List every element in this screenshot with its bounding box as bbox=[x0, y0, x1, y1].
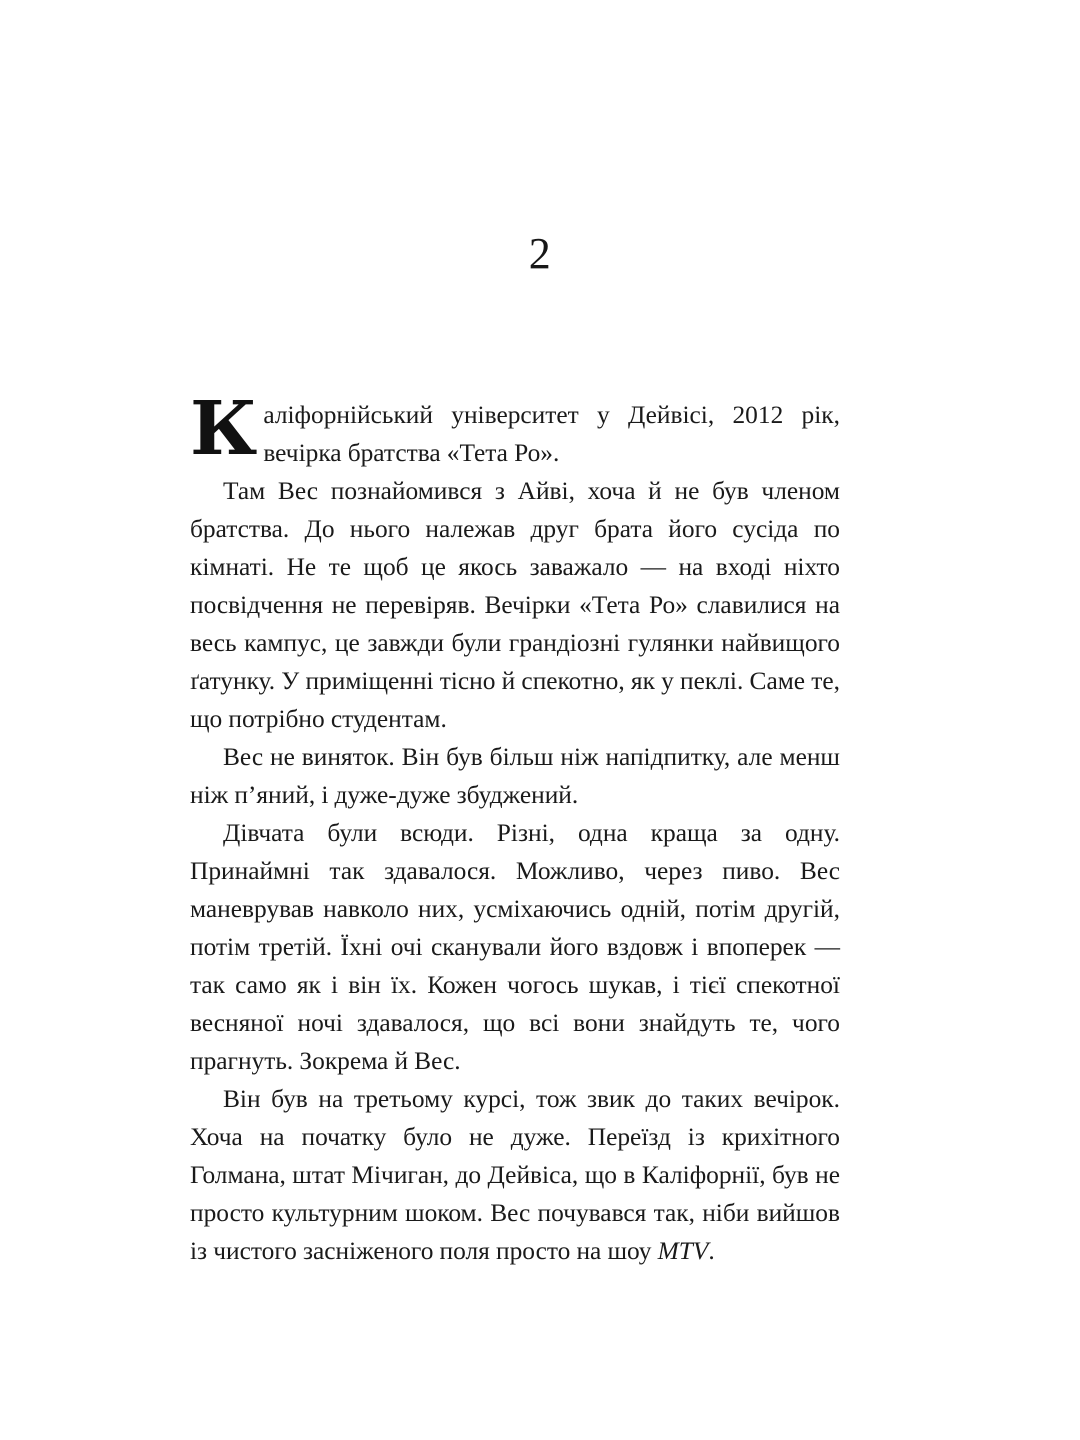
paragraph-5-terminal-punctuation: . bbox=[708, 1237, 715, 1265]
paragraph-5-text: Він був на третьому курсі, тож звик до таких вечірок. Хоча на початку було не дуже. Переїзд із крихітного Голмана, штат Мічиган, до Дейвіса, що в Каліфорнії, був не просто культурним шоком. Вес почувався так, ніби вийшов із чистого засніженого поля просто на шоу bbox=[190, 1085, 840, 1265]
paragraph-4: Дівчата були всюди. Різні, одна краща за одну. Принаймні так здавалося. Можливо, через пиво. Вес маневрував навколо них, усміхаючись одній, потім другій, потім третій. Їхні очі сканували його вздовж і впоперек — так само як і він їх. Кожен чогось шукав, і тієї спекотної весняної ночі здавалося, що всі вони знайдуть те, чого прагнуть. Зокрема й Вес. bbox=[190, 819, 840, 1075]
body-text-column bbox=[190, 386, 840, 1270]
paragraph-3: Вес не виняток. Він був більш ніж напідпитку, але менш ніж п’яний, і дуже-дуже збуджений. bbox=[190, 743, 840, 809]
paragraph-5 bbox=[190, 1080, 840, 1270]
chapter-number: 2 bbox=[528, 229, 552, 278]
brand-name-mtv: MTV bbox=[657, 1237, 709, 1265]
paragraph-opening: Каліфорнійський університет у Дейвісі, 2012 рік, вечірка братства «Тета Ро». bbox=[190, 386, 840, 472]
paragraph-2: Там Вес познайомився з Айві, хоча й не був членом братства. До нього належав друг брата його сусіда по кімнаті. Не те щоб це якось заважало — на вході ніхто посвідчення не перевіряв. Вечірки «Тета Ро» славилися на весь кампус, це завжди були грандіозні гулянки найвищого ґатунку. У приміщенні тісно й спекотно, як у пеклі. Саме те, що потрібно студентам. bbox=[190, 477, 840, 733]
